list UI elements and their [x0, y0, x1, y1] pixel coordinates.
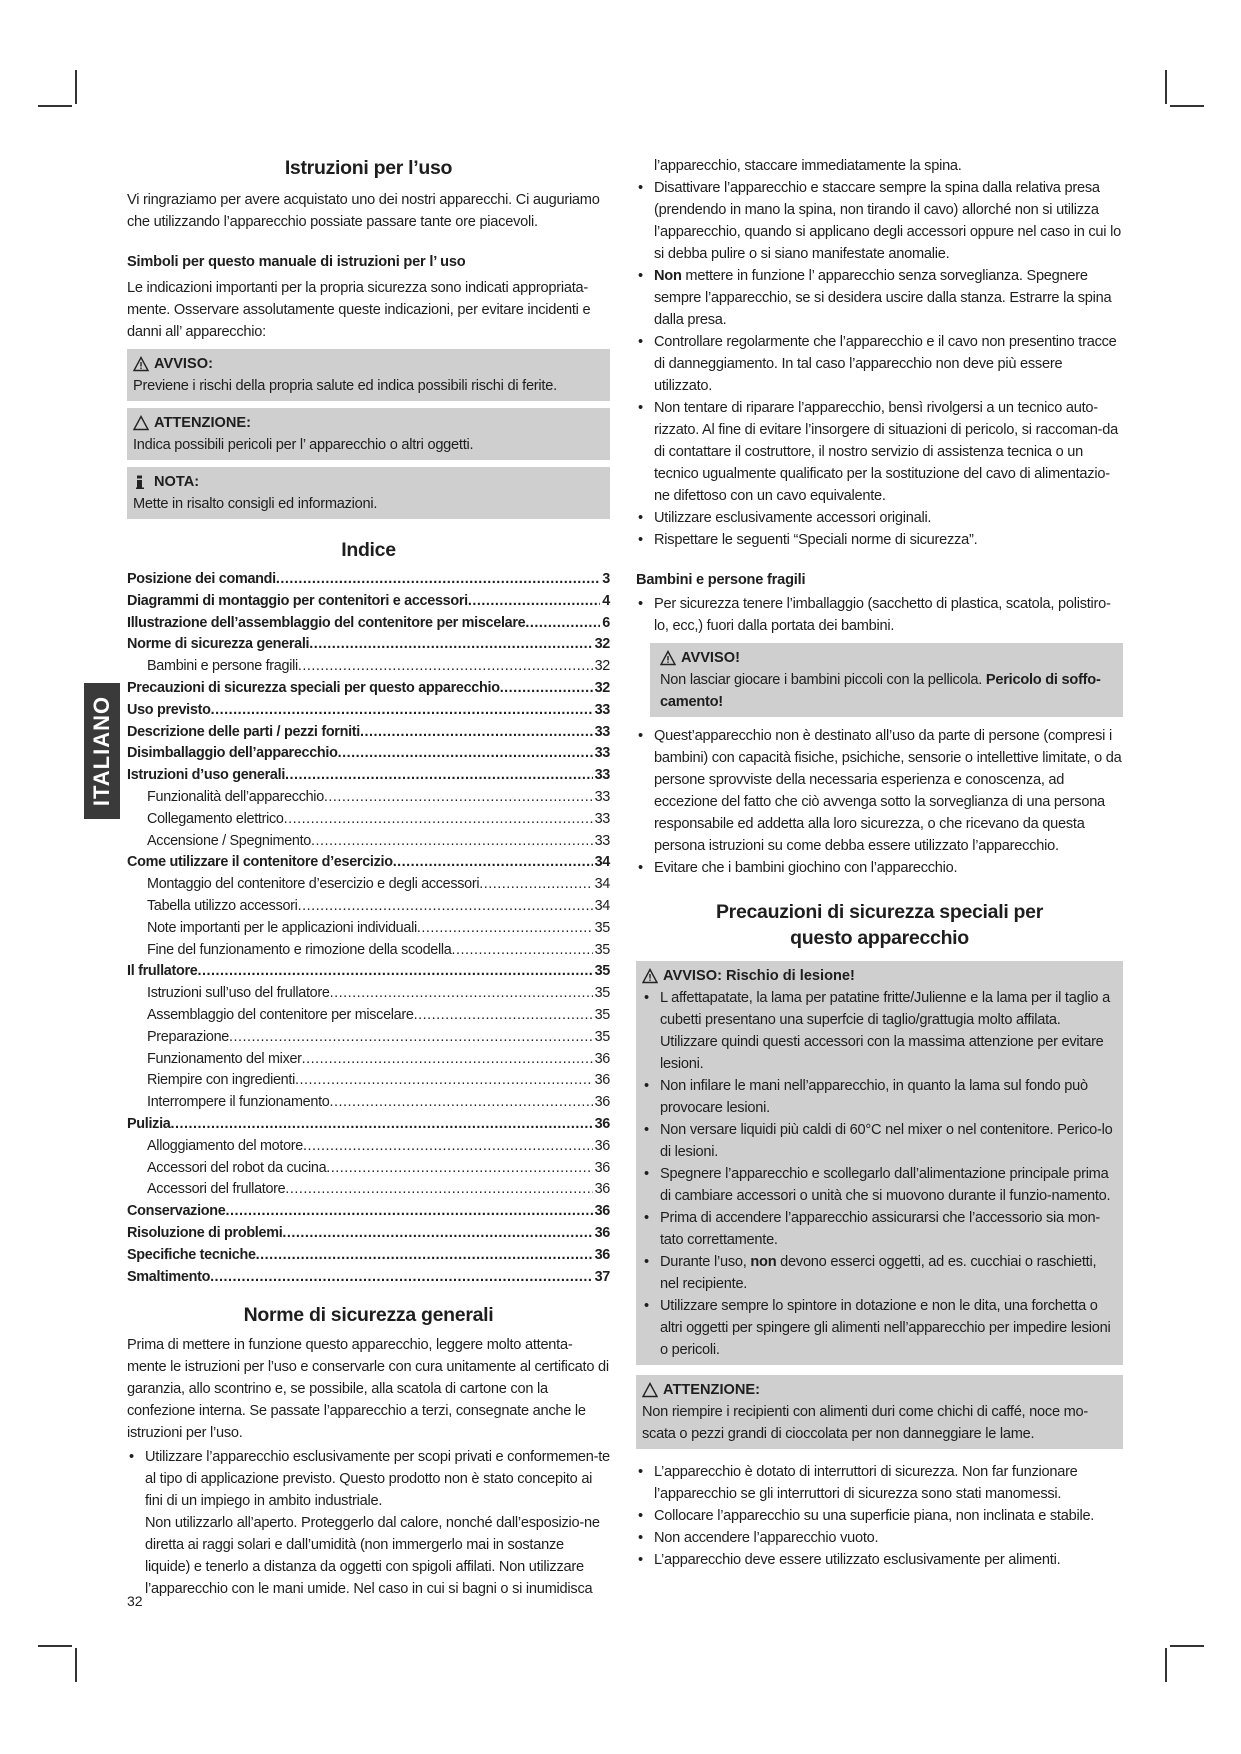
language-label: ITALIANO: [89, 695, 114, 807]
list-item: • Spegnere l’apparecchio e scollegarlo dall’alimentazione principale prima di cambiare accessori o unità che si muovono durante il funzio-namento.: [642, 1163, 1115, 1207]
toc-label: Il frullatore: [127, 963, 198, 980]
toc-entry: [127, 1158, 610, 1180]
warning-text: Previene i rischi della propria salute ed indica possibili rischi di ferite.: [133, 378, 557, 394]
list-item: • Disattivare l’apparecchio e staccare sempre la spina dalla relativa presa (prendendo in mano la spina, non tirando il cavo) allorché non si utilizza l’apparecchio, quando si applicano degli accessori oppure nel caso in cui lo si debba pulire o si siano manifestate anomalie.: [636, 177, 1123, 265]
intro-text: Vi ringraziamo per avere acquistato uno dei nostri apparecchi. Ci auguriamo che utilizzando l’apparecchio possiate passare tante ore piacevoli.: [127, 192, 600, 230]
toc-label: Uso previsto: [127, 701, 211, 718]
manual-title: Istruzioni per l’uso: [284, 157, 453, 179]
toc-entry: [127, 1092, 610, 1114]
safety-list: [636, 177, 1123, 551]
toc-leader: [295, 1070, 593, 1092]
toc-label: Collegamento elettrico: [147, 810, 284, 827]
toc-leader: [326, 1158, 592, 1180]
list-item: • Durante l’uso, non devono esserci oggetti, ad es. cucchiai o raschietti, nel recipiente.: [642, 1251, 1115, 1295]
toc-page: 33: [594, 767, 610, 784]
toc-entry: [127, 613, 610, 635]
toc-entry: [127, 787, 610, 809]
toc-label: Alloggiamento del motore: [147, 1137, 303, 1154]
caution-text: Indica possibili pericoli per l’ apparecchio o altri oggetti.: [133, 437, 474, 453]
injury-warning-box: [636, 961, 1123, 1365]
crop-mark: [1165, 1648, 1167, 1682]
crop-mark: [75, 70, 77, 104]
table-of-contents: [127, 569, 610, 1288]
toc-entry: [127, 634, 610, 656]
general-safety-text: Prima di mettere in funzione questo apparecchio, leggere molto attenta-mente le istruzioni per l’uso e conservarle con cura unitamente al certificato di garanzia, allo scontrino e, se possibile, alla scatola di cartone con la confezione interna. Se passate l’apparecchio a terzi, consegnate anche le istruzioni per l’uso.: [127, 1337, 609, 1442]
toc-entry: [127, 852, 610, 874]
suffocation-warning-text: Non lasciar giocare i bambini piccoli con la pellicola. Pericolo di soffo-camento!: [660, 672, 1101, 710]
toc-page: 34: [594, 897, 610, 914]
toc-leader: [285, 1179, 592, 1201]
toc-label: Diagrammi di montaggio per contenitori e accessori: [127, 592, 468, 609]
toc-entry: [127, 1179, 610, 1201]
note-text: Mette in risalto consigli ed informazioni.: [133, 496, 378, 512]
toc-entry: [127, 678, 610, 700]
caution-triangle-icon: [133, 415, 149, 431]
toc-leader: [302, 1049, 593, 1071]
toc-label: Norme di sicurezza generali: [127, 636, 310, 653]
toc-label: Accensione / Spegnimento: [147, 832, 311, 849]
toc-page: 33: [594, 723, 610, 740]
toc-entry: [127, 1005, 610, 1027]
toc-leader: [210, 1267, 593, 1289]
warning-triangle-icon: [642, 968, 658, 984]
caution-title-2: ATTENZIONE:: [663, 1382, 761, 1398]
toc-label: Interrompere il funzionamento: [147, 1094, 330, 1111]
toc-leader: [468, 591, 600, 613]
toc-label: Accessori del robot da cucina: [147, 1159, 327, 1176]
note-title: NOTA:: [154, 474, 200, 490]
toc-page: 32: [594, 636, 610, 653]
list-item: • Rispettare le seguenti “Speciali norme di sicurezza”.: [636, 529, 1123, 551]
toc-label: Tabella utilizzo accessori: [147, 897, 298, 914]
toc-label: Preparazione: [147, 1028, 229, 1045]
toc-entry: [127, 961, 610, 983]
toc-entry: [127, 874, 610, 896]
list-item: • Non versare liquidi più caldi di 60°C nel mixer o nel contenitore. Perico-lo di lesioni.: [642, 1119, 1115, 1163]
toc-page: 33: [594, 832, 610, 849]
toc-label: Pulizia: [127, 1115, 171, 1132]
toc-leader: [303, 1136, 593, 1158]
toc-page: 33: [594, 745, 610, 762]
toc-page: 33: [594, 810, 610, 827]
list-item: • L’apparecchio è dotato di interruttori di sicurezza. Non far funzionare l’apparecchio se gli interruttori di sicurezza sono stati manomessi.: [636, 1461, 1123, 1505]
toc-page: 35: [594, 1006, 610, 1023]
toc-entry: [127, 809, 610, 831]
toc-label: Assemblaggio del contenitore per miscelare: [147, 1006, 414, 1023]
toc-label: Conservazione: [127, 1203, 226, 1220]
toc-label: Smaltimento: [127, 1268, 211, 1285]
toc-entry: [127, 656, 610, 678]
warning-triangle-icon: [660, 650, 676, 666]
toc-page: 36: [594, 1246, 610, 1263]
caution-triangle-icon: [642, 1382, 658, 1398]
toc-page: 33: [594, 701, 610, 718]
warning-box: [127, 349, 610, 401]
toc-entry: [127, 1027, 610, 1049]
toc-leader: [525, 613, 600, 635]
injury-warning-list: [642, 987, 1115, 1361]
toc-leader: [414, 1005, 593, 1027]
left-column: [127, 155, 610, 1600]
toc-leader: [229, 1027, 593, 1049]
toc-label: Precauzioni di sicurezza speciali per questo apparecchio: [127, 679, 500, 696]
toc-leader: [338, 743, 593, 765]
toc-entry: [127, 1070, 610, 1092]
children-list-2: [636, 725, 1123, 879]
toc-label: Note importanti per le applicazioni individuali: [147, 919, 417, 936]
list-item: • Evitare che i bambini giochino con l’apparecchio.: [636, 857, 1123, 879]
note-box: [127, 467, 610, 519]
toc-entry: [127, 591, 610, 613]
toc-entry: [127, 1201, 610, 1223]
toc-page: 36: [594, 1181, 610, 1198]
general-safety-title: Norme di sicurezza generali: [243, 1304, 494, 1327]
toc-label: Bambini e persone fragili: [147, 658, 298, 675]
toc-label: Specifiche tecniche: [127, 1246, 256, 1263]
suffocation-warning-box: [650, 643, 1123, 717]
toc-entry: [127, 569, 610, 591]
toc-leader: [197, 961, 592, 983]
toc-leader: [329, 1092, 592, 1114]
list-item: • Per sicurezza tenere l’imballaggio (sacchetto di plastica, scatola, polistiro-lo, ecc,) fuori dalla portata dei bambini.: [636, 593, 1123, 637]
toc-entry: [127, 1136, 610, 1158]
crop-mark: [1170, 105, 1204, 107]
toc-label: Montaggio del contenitore d’esercizio e degli accessori: [147, 876, 480, 893]
caution-title: ATTENZIONE:: [154, 415, 252, 431]
injury-warning-title: AVVISO: Rischio di lesione!: [663, 968, 855, 984]
toc-entry: [127, 918, 610, 940]
toc-entry: [127, 700, 610, 722]
toc-leader: [256, 1245, 593, 1267]
toc-leader: [211, 700, 593, 722]
toc-leader: [417, 918, 593, 940]
toc-entry: [127, 896, 610, 918]
toc-leader: [309, 634, 592, 656]
safety-list-continued: [636, 155, 1123, 177]
toc-leader: [360, 722, 593, 744]
toc-page: 36: [594, 1050, 610, 1067]
warning-triangle-icon: [133, 356, 149, 372]
toc-page: 34: [594, 876, 610, 893]
suffocation-warning-title: AVVISO!: [681, 650, 740, 666]
list-item: • Prima di accendere l’apparecchio assicurarsi che l’accessorio sia mon-tato correttamente.: [642, 1207, 1115, 1251]
toc-leader: [276, 569, 600, 591]
info-icon: [133, 474, 149, 490]
toc-entry: [127, 940, 610, 962]
list-item: • Collocare l’apparecchio su una superficie piana, non inclinata e stabile.: [636, 1505, 1123, 1527]
toc-leader: [298, 896, 593, 918]
toc-page: 35: [594, 985, 610, 1002]
toc-page: 32: [594, 679, 610, 696]
crop-mark: [1170, 1645, 1204, 1647]
final-safety-list: [636, 1461, 1123, 1571]
toc-leader: [479, 874, 592, 896]
toc-label: Funzionamento del mixer: [147, 1050, 302, 1067]
toc-leader: [393, 852, 593, 874]
toc-entry: [127, 983, 610, 1005]
crop-mark: [75, 1648, 77, 1682]
toc-page: 37: [594, 1268, 610, 1285]
toc-label: Come utilizzare il contenitore d’esercizio: [127, 854, 393, 871]
toc-entry: [127, 722, 610, 744]
toc-label: Descrizione delle parti / pezzi forniti: [127, 723, 360, 740]
toc-leader: [500, 678, 593, 700]
symbols-heading: Simboli per questo manuale di istruzioni per l’ uso: [127, 254, 466, 270]
toc-page: 36: [594, 1203, 610, 1220]
children-list: [636, 593, 1123, 637]
toc-leader: [324, 787, 593, 809]
list-item: • Utilizzare l’apparecchio esclusivamente per scopi privati e conformemen-te al tipo di applicazione previsto. Questo prodotto non è stato concepito ai fini di un impiego in ambito industriale.: [127, 1446, 610, 1512]
toc-page: 36: [594, 1137, 610, 1154]
toc-leader: [298, 656, 593, 678]
toc-label: Disimballaggio dell’apparecchio: [127, 745, 338, 762]
toc-entry: [127, 1245, 610, 1267]
toc-page: 35: [594, 1028, 610, 1045]
toc-leader: [284, 809, 593, 831]
toc-label: Istruzioni d’uso generali: [127, 767, 286, 784]
symbols-text: Le indicazioni importanti per la propria sicurezza sono indicati appropriata-mente. Osservare assolutamente queste indicazioni, per evitare incidenti e danni all’ apparecchio:: [127, 280, 591, 340]
crop-mark: [1165, 70, 1167, 104]
list-item: • Non mettere in funzione l’ apparecchio senza sorveglianza. Spegnere sempre l’apparecchio, se si desidera uscire dalla stanza. Estrarre la spina dalla presa.: [636, 265, 1123, 331]
list-item: • Non accendere l’apparecchio vuoto.: [636, 1527, 1123, 1549]
caution-box-2: [636, 1375, 1123, 1449]
toc-page: 6: [602, 614, 610, 631]
toc-page: 36: [594, 1094, 610, 1111]
toc-label: Istruzioni sull’uso del frullatore: [147, 985, 330, 1002]
warning-title: AVVISO:: [154, 356, 213, 372]
toc-entry: [127, 1267, 610, 1289]
toc-page: 35: [594, 941, 610, 958]
toc-leader: [225, 1201, 592, 1223]
toc-label: Illustrazione dell’assemblaggio del contenitore per miscelare: [127, 614, 526, 631]
toc-leader: [170, 1114, 592, 1136]
list-item-continuation: Non utilizzarlo all’aperto. Proteggerlo dal calore, nonché dall’esposizio-ne diretta ai raggi solari e dall’umidità (non immergerlo mai in sostanze liquide) e tenerlo a distanza da oggetti con spigoli affilati. Non utilizzare l’apparecchio con le mani umide. Nel caso in cui si bagni o si inumidisca: [145, 1515, 600, 1598]
list-item: • Quest’apparecchio non è destinato all’uso da parte di persone (compresi i bambini) con capacità fisiche, psichiche, sensorie o intellettive limitate, o da persone sprovviste della necessaria esperienza e conoscenza, ad eccezione del fatto che ciò avvenga sotto la sorveglianza di una persona responsabile ed addetta alla loro sicurezza, o che ricevano da questa persona istruzioni su come debba essere utilizzato l’apparecchio.: [636, 725, 1123, 857]
toc-page: 36: [594, 1115, 610, 1132]
toc-label: Risoluzione di problemi: [127, 1224, 283, 1241]
list-item: • Controllare regolarmente che l’apparecchio e il cavo non presentino tracce di danneggiamento. In tal caso l’apparecchio non deve più essere utilizzato.: [636, 331, 1123, 397]
toc-entry: [127, 765, 610, 787]
toc-label: Fine del funzionamento e rimozione della scodella: [147, 941, 452, 958]
language-tab: [84, 683, 120, 819]
crop-mark: [38, 1645, 72, 1647]
toc-page: 33: [594, 788, 610, 805]
list-item: • Utilizzare sempre lo spintore in dotazione e non le dita, una forchetta o altri oggetti per spingere gli alimenti nell’apparecchio per impedire lesioni o pericoli.: [642, 1295, 1115, 1361]
special-safety-title-line-1: Precauzioni di sicurezza speciali per: [715, 901, 1044, 923]
list-item: • Non infilare le mani nell’apparecchio, in quanto la lama sul fondo può provocare lesioni.: [642, 1075, 1115, 1119]
toc-entry: [127, 831, 610, 853]
list-item: • Utilizzare esclusivamente accessori originali.: [636, 507, 1123, 529]
toc-leader: [285, 765, 593, 787]
list-item-continuation: l’apparecchio, staccare immediatamente la spina.: [654, 158, 962, 174]
toc-entry: [127, 1223, 610, 1245]
list-item: • Non tentare di riparare l’apparecchio, bensì rivolgersi a un tecnico auto-rizzato. Al fine di evitare l’insorgere di situazioni di pericolo, si raccoman-da di contattare il costruttore, il nostro servizio di assistenza tecnica o un tecnico ugualmente qualificato per la sostituzione del cavo di alimentazio-ne difettoso con un cavo equivalente.: [636, 397, 1123, 507]
toc-page: 36: [594, 1224, 610, 1241]
toc-label: Riempire con ingredienti: [147, 1072, 295, 1089]
toc-page: 36: [594, 1072, 610, 1089]
toc-entry: [127, 1114, 610, 1136]
list-item: • L affettapatate, la lama per patatine fritte/Julienne e la lama per il taglio a cubetti presentano una superfcie di taglio/grattugia molto affilata. Utilizzare quindi questi accessori con la massima attenzione per evitare lesioni.: [642, 987, 1115, 1075]
special-safety-title-line-2: questo apparecchio: [790, 927, 969, 949]
toc-leader: [451, 940, 592, 962]
toc-page: 3: [602, 571, 610, 587]
toc-page: 35: [594, 963, 610, 980]
children-heading: Bambini e persone fragili: [636, 572, 806, 588]
toc-label: Accessori del frullatore: [147, 1181, 286, 1198]
caution-box: [127, 408, 610, 460]
toc-page: 32: [594, 658, 610, 675]
toc-page: 36: [594, 1159, 610, 1176]
list-item: • L’apparecchio deve essere utilizzato esclusivamente per alimenti.: [636, 1549, 1123, 1571]
toc-entry: [127, 743, 610, 765]
crop-mark: [38, 105, 72, 107]
general-safety-list: [127, 1446, 610, 1600]
toc-label: Posizione dei comandi: [127, 571, 276, 587]
right-column: [636, 155, 1123, 1571]
caution-text-2: Non riempire i recipienti con alimenti duri come chichi di caffé, noce mo-scata o pezzi grandi di cioccolata per non danneggiare le lame.: [642, 1404, 1088, 1442]
toc-page: 4: [602, 592, 610, 609]
toc-leader: [330, 983, 593, 1005]
toc-leader: [311, 831, 593, 853]
index-title: Indice: [341, 539, 396, 561]
page-number: 32: [127, 1593, 143, 1609]
toc-leader: [282, 1223, 592, 1245]
toc-page: 35: [594, 919, 610, 936]
toc-entry: [127, 1049, 610, 1071]
toc-label: Funzionalità dell’apparecchio: [147, 788, 324, 805]
toc-page: 34: [594, 854, 610, 871]
